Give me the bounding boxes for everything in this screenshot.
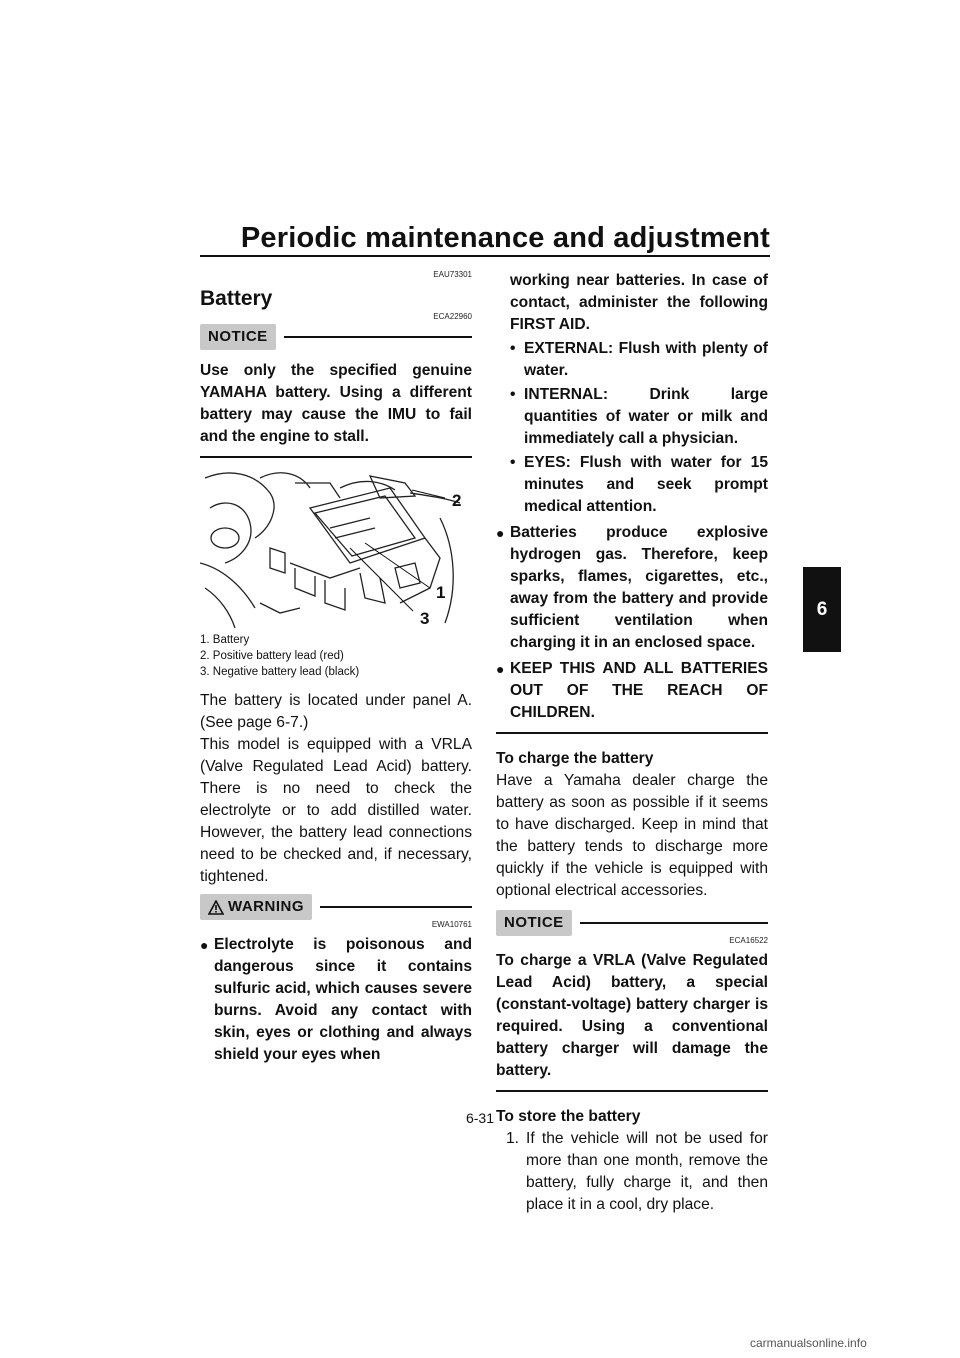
notice-end-rule-2 <box>496 1090 768 1092</box>
warning-end-rule <box>496 732 768 734</box>
figure-caption <box>200 632 472 680</box>
caption-item: 1. Battery <box>200 634 250 646</box>
notice-code-2: ECA16522 <box>729 936 768 945</box>
warning-label <box>200 894 312 920</box>
warning-header <box>200 894 472 920</box>
store-heading: To store the battery <box>496 1108 641 1125</box>
first-aid-item <box>496 384 768 450</box>
section-title: Battery <box>200 287 273 310</box>
first-aid-item <box>496 452 768 518</box>
header-rule <box>200 255 770 257</box>
bullet-icon: • <box>510 454 516 471</box>
warning-bullet-2 <box>496 522 768 654</box>
notice-rule-2 <box>580 922 768 924</box>
warning-bullet-3 <box>496 658 768 724</box>
caption-item: 3. Negative battery lead (black) <box>200 666 360 678</box>
step-number: 1. <box>506 1130 520 1147</box>
warning-triangle-icon <box>208 900 224 915</box>
warning-bullet-3-text: KEEP THIS AND ALL BATTERIES OUT OF THE REACH OF CHILDREN. <box>510 660 768 721</box>
warning-bullet-1-text: Electrolyte is poisonous and dangerous since it contains sulfuric acid, which causes severe burns. Avoid any contact with skin, eyes or clothing and always shield your eyes when <box>214 936 472 1063</box>
charge-paragraph: Have a Yamaha dealer charge the battery as soon as possible if it seems to have discharged. Keep in mind that the battery tends to discharge more quickly if the vehicle is equipped with optional electrical accessories. <box>496 772 768 899</box>
notice-end-rule <box>200 456 472 458</box>
notice-label-2: NOTICE <box>496 910 572 936</box>
chapter-tab[interactable]: 6 <box>803 567 841 652</box>
first-aid-item <box>496 338 768 382</box>
warning-bullet-1 <box>200 934 472 1066</box>
page-number: 6-31 <box>465 1110 495 1126</box>
notice-label: NOTICE <box>200 324 276 350</box>
figure-label-1: 1 <box>436 583 446 602</box>
bullet-icon: ● <box>496 525 505 541</box>
footer-watermark[interactable]: carmanualsonline.info <box>750 1336 867 1350</box>
notice-text: Use only the specified genuine YAMAHA battery. Using a different battery may cause the IMU to fail and the engine to stall. <box>200 362 472 445</box>
first-aid-text: EXTERNAL: Flush with plenty of water. <box>524 340 768 379</box>
first-aid-text: EYES: Flush with water for 15 minutes and seek prompt medical attention. <box>524 454 768 515</box>
warning-label-text: WARNING <box>228 898 304 915</box>
warning-bullet-2-text: Batteries produce explosive hydrogen gas. Therefore, keep sparks, flames, cigarettes, etc., away from the battery and provide sufficient ventilation when charging it in an enclosed space. <box>510 524 768 651</box>
caption-item: 2. Positive battery lead (red) <box>200 650 344 662</box>
figure-label-2: 2 <box>452 491 462 510</box>
battery-photo-illustration <box>200 468 472 628</box>
bullet-icon: ● <box>200 937 209 953</box>
left-column <box>200 270 472 1066</box>
warning-rule <box>320 906 472 908</box>
notice-header <box>200 324 472 350</box>
battery-figure <box>200 468 472 628</box>
notice-header-2 <box>496 910 768 936</box>
warning-code: EWA10761 <box>431 920 472 929</box>
section-code: EAU73301 <box>433 270 472 279</box>
warning-bullet-1-continued: working near batteries. In case of contact, administer the following FIRST AID. <box>510 272 768 333</box>
bullet-icon: • <box>510 340 516 357</box>
charge-heading: To charge the battery <box>496 750 654 767</box>
store-step-text: If the vehicle will not be used for more than one month, remove the battery, fully charge it, and then place it in a cool, dry place. <box>526 1130 768 1213</box>
store-step <box>496 1128 768 1216</box>
right-column <box>496 270 768 1216</box>
first-aid-text: INTERNAL: Drink large quantities of water or milk and immediately call a physician. <box>524 386 768 447</box>
figure-label-3: 3 <box>420 609 430 628</box>
notice-text-2: To charge a VRLA (Valve Regulated Lead Acid) battery, a special (constant-voltage) battery charger is required. Using a conventional battery charger will damage the battery. <box>496 952 768 1079</box>
notice-rule <box>284 336 472 338</box>
bullet-icon: • <box>510 386 516 403</box>
vrla-paragraph: This model is equipped with a VRLA (Valve Regulated Lead Acid) battery. There is no need to check the electrolyte or to add distilled water. However, the battery lead connections need to be checked and, if necessary, tightened. <box>200 736 472 885</box>
location-paragraph: The battery is located under panel A. (See page 6-7.) <box>200 692 472 731</box>
page-header-title: Periodic maintenance and adjustment <box>240 222 770 254</box>
notice-code: ECA22960 <box>433 312 472 321</box>
bullet-icon: ● <box>496 661 505 677</box>
